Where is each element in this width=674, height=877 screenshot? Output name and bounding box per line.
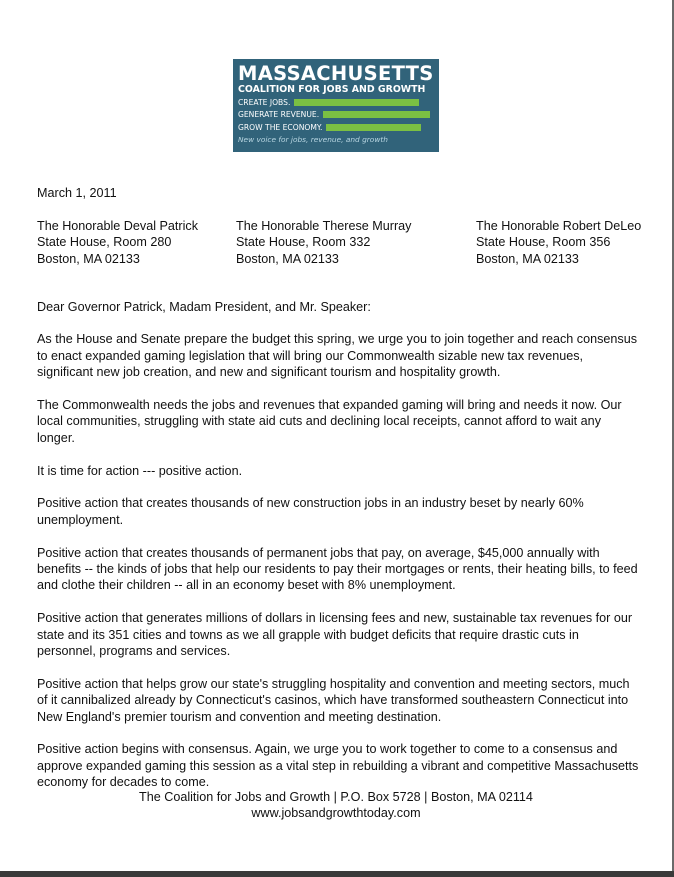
letter-date: March 1, 2011: [37, 186, 117, 200]
body-paragraph: It is time for action --- positive action.: [37, 463, 243, 478]
body-paragraph: Positive action begins with consensus. Again, we urge you to work together to come to a consensus and approve expanded gaming this session as a vital step in rebuilding a vibrant and competitive Massachusetts economy for decades to come.: [37, 742, 639, 790]
recipient-city: Boston, MA 02133: [476, 251, 579, 266]
recipient-name: The Honorable Robert DeLeo: [476, 219, 642, 233]
logo-line-text: GENERATE REVENUE.: [238, 110, 320, 120]
logo-line-text: CREATE JOBS.: [238, 97, 291, 107]
logo-line-2: [238, 109, 434, 122]
recipient-room: State House, Room 280: [37, 235, 172, 250]
letter-footer: [0, 789, 672, 822]
logo-line-3: [238, 121, 434, 134]
recipient-room: State House, Room 332: [236, 235, 371, 250]
footer-website[interactable]: www.jobsandgrowthtoday.com: [251, 806, 421, 821]
logo-title: MASSACHUSETTS: [238, 62, 434, 85]
footer-org-line: The Coalition for Jobs and Growth | P.O. Box 5728 | Boston, MA 02114: [139, 790, 533, 804]
coalition-logo: [233, 59, 439, 152]
body-paragraph: The Commonwealth needs the jobs and revenues that expanded gaming will bring and needs it now. Our local communities, struggling with state aid cuts and declining local receipts, cannot afford to wait any longer.: [37, 398, 622, 445]
recipient-city: Boston, MA 02133: [236, 251, 339, 266]
logo-tagline: New voice for jobs, revenue, and growth: [238, 134, 388, 144]
logo-green-bar: [294, 99, 419, 106]
recipient-address-block: [37, 218, 198, 267]
body-paragraph: Positive action that helps grow our state's struggling hospitality and convention and meeting sectors, much of it cannibalized already by Connecticut's casinos, which have transformed southeastern Connecticut into New England's premier tourism and convention and meeting destination.: [37, 676, 630, 724]
recipient-address-block: [476, 218, 641, 267]
body-paragraph: Positive action that creates thousands of permanent jobs that pay, on average, $45,000 annually with benefits -- the kinds of jobs that help our residents to pay their mortgages or rents, their heating bills, to feed and clothe their children -- all in an economy beset with 8% unemployment.: [37, 545, 638, 593]
logo-green-bar: [326, 124, 421, 131]
body-paragraph: As the House and Senate prepare the budget this spring, we urge you to join together and reach consensus to enact expanded gaming legislation that will bring our Commonwealth sizable new tax revenues, significant new job creation, and new and significant tourism and hospitality growth.: [37, 332, 637, 380]
logo-green-bar: [323, 111, 430, 118]
body-paragraph: Positive action that generates millions of dollars in licensing fees and new, sustainable tax revenues for our state and its 351 cities and towns as we all grapple with budget deficits that require drastic cuts in personnel, programs and services.: [37, 611, 633, 659]
letter-body: [37, 299, 640, 807]
salutation: Dear Governor Patrick, Madam President, and Mr. Speaker:: [37, 300, 371, 314]
body-paragraph: Positive action that creates thousands of new construction jobs in an industry beset by nearly 60% unemployment.: [37, 496, 584, 527]
logo-line-1: [238, 96, 434, 109]
recipient-room: State House, Room 356: [476, 235, 611, 250]
recipient-name: The Honorable Deval Patrick: [37, 219, 198, 233]
logo-line-text: GROW THE ECONOMY.: [238, 122, 323, 132]
logo-subtitle: COALITION FOR JOBS AND GROWTH: [238, 84, 426, 95]
bottom-border: [0, 871, 674, 877]
recipient-address-block: [236, 218, 411, 267]
recipient-city: Boston, MA 02133: [37, 251, 140, 266]
recipient-name: The Honorable Therese Murray: [236, 219, 412, 233]
